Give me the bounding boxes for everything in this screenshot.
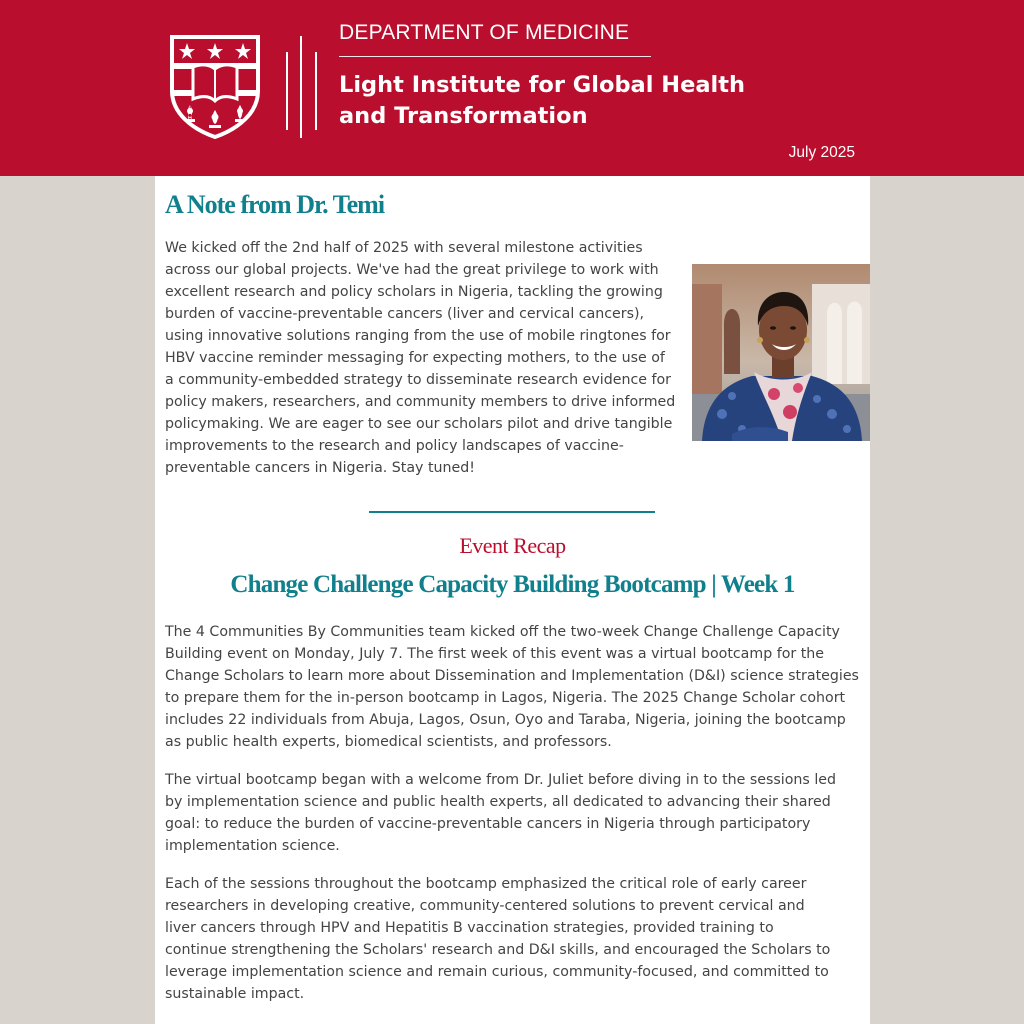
header-divider-line	[315, 52, 317, 130]
department-name: DEPARTMENT OF MEDICINE	[339, 21, 630, 44]
header-divider-line	[300, 36, 302, 138]
institute-name: Light Institute for Global Health and Transformation	[339, 72, 746, 129]
note-title: A Note from Dr. Temi	[165, 190, 385, 219]
event-title: Change Challenge Capacity Building Bootcamp | Week 1	[230, 571, 795, 598]
event-paragraph: Each of the sessions throughout the bootcamp emphasized the critical role of early career researchers in developing creative, community-centered solutions to prevent cervical and liver cancers through HPV and Hepatitis B vaccination strategies, provided training to continue strengthening the Scholars' research and D&I skills, and encouraged the Scholars to leverage implementation science and remain curious, community-focused, and committed to sustainable impact.	[165, 876, 831, 1002]
header-rule	[339, 56, 651, 57]
header-divider-line	[286, 52, 288, 130]
event-paragraph: The 4 Communities By Communities team kicked off the two-week Change Challenge Capacity Building event on Monday, July 7. The first week of this event was a virtual bootcamp for the Change Scholars to learn more about Dissemination and Implementation (D&I) science strategies to prepare them for the in-person bootcamp in Lagos, Nigeria. The 2025 Change Scholar cohort includes 22 individuals from Abuja, Lagos, Osun, Oyo and Taraba, Nigeria, joining the bootcamp as public health experts, biomedical scientists, and professors.	[165, 624, 859, 750]
note-body: We kicked off the 2nd half of 2025 with several milestone activities across our global projects. We've had the great privilege to work with excellent research and policy scholars in Nigeria, tackling the growing burden of vaccine-preventable cancers (liver and cervical cancers), using innovative solutions ranging from the use of mobile ringtones for HBV vaccine reminder messaging for expecting mothers, to the use of a community-embedded strategy to disseminate research evidence for policy makers, researchers, and community members to drive informed policymaking. We are eager to see our scholars pilot and drive tangible improvements to the research and policy landscapes of vaccine-preventable cancers in Nigeria. Stay tuned!	[165, 240, 676, 476]
event-recap-label: Event Recap	[459, 533, 566, 558]
newsletter-content	[155, 176, 870, 1024]
portrait-photo	[692, 264, 870, 441]
newsletter-header	[0, 0, 1024, 176]
event-paragraph: The virtual bootcamp began with a welcome from Dr. Juliet before diving in to the sessions led by implementation science and public health experts, all dedicated to advancing their shared goal: to reduce the burden of vaccine-preventable cancers in Nigeria through participatory implementation science.	[165, 772, 836, 854]
university-shield-logo	[168, 33, 262, 139]
section-divider	[369, 511, 655, 513]
issue-date: July 2025	[788, 144, 855, 161]
